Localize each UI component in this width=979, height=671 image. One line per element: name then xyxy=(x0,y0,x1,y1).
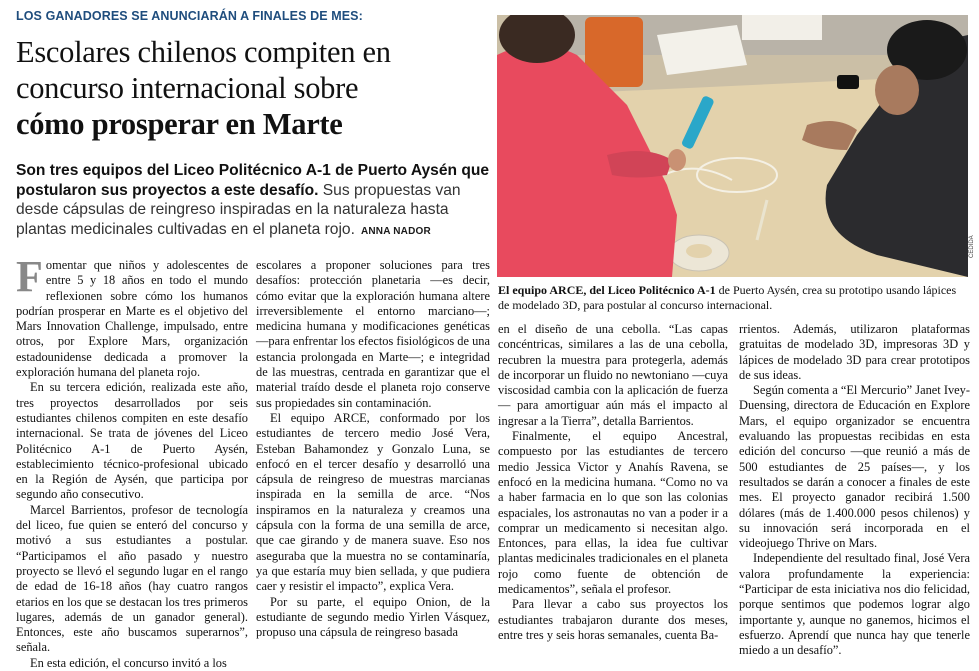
article-column-1 xyxy=(16,252,248,671)
paragraph: En su tercera edición, realizada este año, tres proyectos desarrollados por seis estudiantes chilenos compiten en este desafío internacional. Se trata de jóvenes del Liceo Politécnico A-1 de Puerto Aysén, establecimiento técnico-profesional ubicado en la Región de Aysén, que participa por segundo año consecutivo. xyxy=(16,380,248,502)
headline-line-1: Escolares chilenos compiten en xyxy=(16,35,391,69)
article-column-3 xyxy=(498,322,728,643)
paragraph: rrientos. Además, utilizaron plataformas gratuitas de modelado 3D, impresoras 3D y lápices de modelado 3D para crear prototipos de sus ideas. xyxy=(739,322,970,382)
article-column-2 xyxy=(256,258,490,640)
paragraph: El equipo ARCE, conformado por los estudiantes de tercero medio José Vera, Esteban Bahamondez y Gonzalo Luna, se enfocó en el tercer desafío y desarrolló una cápsula de reingreso de muestras marcianas inspirada en la semilla de arce. “Nos inspiramos en la naturaleza y creamos una cápsula con la forma de una semilla de arce, que cae girando y de manera suave. Eso nos aseguraba que la muestra no se contaminaría, ya que estaría muy bien sellada, y que pudiera caer y resistir el impacto”, explica Vera. xyxy=(256,410,490,594)
byline: ANNA NADOR xyxy=(360,225,431,237)
dropcap: F xyxy=(16,252,43,301)
paragraph: Independiente del resultado final, José Vera valora profundamente la experiencia: “Participar de esta iniciativa nos dio felicidad, porque sentimos que podemos lograr algo importante y, aunque no ganemos, hicimos el esfuerzo. Aprendí que nunca hay que tenerle miedo a un desafío”. xyxy=(739,551,970,658)
caption-regular: de Puerto Aysén, crea su prototipo usando lápices de modelado 3D, para postular al concurso internacional. xyxy=(498,283,957,312)
article-photo xyxy=(497,15,968,277)
deck-bold: Son tres equipos del Liceo Politécnico A-1 de Puerto Aysén que postularon sus proyectos a este desafío. xyxy=(16,162,490,199)
paragraph: escolares a proponer soluciones para tres desafíos: protección planetaria —es decir, cómo evitar que la exploración humana altere irreversiblemente el entorno marciano—; medicina humana y modificaciones genéticas —para enfrentar los efectos fisiológicos de una estancia prolongada en Marte—; e integridad de las muestras, centrada en garantizar que el material traído desde el planeta rojo conserve sus propiedades sin contaminación. xyxy=(256,258,490,410)
paragraph: Para llevar a cabo sus proyectos los estudiantes trabajaron durante dos meses, entre tres y seis horas semanales, cuenta Ba- xyxy=(498,597,728,642)
paragraph: Marcel Barrientos, profesor de tecnología del liceo, fue quien se enteró del concurso y motivó a sus estudiantes a postular. “Participamos el año pasado y nuestro proyecto se llevó el segundo lugar en el rango de edad de 16-18 años (hay cuatro rangos etarios en los que se destacan los tres primeros lugares, además de un ganador general). Entonces, este año buscamos superarnos”, señala. xyxy=(16,502,248,655)
article-column-4 xyxy=(739,322,970,659)
photo-credit: CEDIDA xyxy=(969,235,975,258)
deck xyxy=(16,161,496,241)
paragraph: En esta edición, el concurso invitó a los xyxy=(30,655,227,670)
photo-illustration xyxy=(497,15,968,277)
paragraph: Por su parte, el equipo Onion, de la estudiante de segundo medio Yirlen Vásquez, propuso una cápsula de reingreso basada xyxy=(256,594,490,640)
paragraph-text: omentar que niños y adolescentes de entre 5 y 18 años en todo el mundo reflexionen sobre cómo los humanos podrían prosperar en Marte es el objetivo del Mars Innovation Challenge, impulsado, entre otros, por Explore Mars, organización estadounidense dedicada a promover la exploración humana del planeta rojo. xyxy=(16,258,248,380)
paragraph: Según comenta a “El Mercurio” Janet Ivey-Duensing, directora de Educación en Explore Mars, el equipo organizador se encuentra evaluando las propuestas recibidas en esta edición del concurso —que reunió a más de 500 estudiantes de 25 países—, y los resultados se darán a conocer a finales de este mes. El proyecto ganador recibirá 1.500 dólares (más de 1.400.000 pesos chilenos) y su innovación será incorporada en el videojuego Thrive on Mars. xyxy=(739,383,970,551)
caption-bold: El equipo ARCE, del Liceo Politécnico A-1 xyxy=(498,283,716,297)
deck-regular: Sus propuestas van desde cápsulas de reingreso inspiradas en la naturaleza hasta plantas medicinales cultivadas en el planeta rojo. xyxy=(16,181,461,238)
paragraph: Finalmente, el equipo Ancestral, compuesto por las estudiantes de tercero medio Jessica Victor y Anahís Ravena, se enfocó en la medicina humana. “Como no va a haber farmacia en lo que son las colonias espaciales, los astronautas no van a poder ir a comprar un medicamento si necesitan algo. Entonces, para ellas, la idea fue cultivar plantas medicinales tradicionales en el planeta rojo como fuente de obtención de medicamentos”, señala el profesor. xyxy=(498,429,728,597)
headline-line-2: concurso internacional sobre xyxy=(16,71,359,105)
paragraph xyxy=(16,252,248,380)
kicker: LOS GANADORES SE ANUNCIARÁN A FINALES DE MES: xyxy=(16,9,363,23)
photo-caption xyxy=(498,283,968,312)
headline xyxy=(16,34,486,142)
paragraph: en el diseño de una cebolla. “Las capas concéntricas, similares a las de una cebolla, recubren la muestra para protegerla, además de incorporar un fluido no newtoniano —cuya viscosidad cambia con la aplicación de fuerza— para amortiguar aún más el impacto al ingresar a la Tierra”, detalla Barrientos. xyxy=(498,322,728,428)
headline-line-3: cómo prosperar en Marte xyxy=(16,107,343,141)
